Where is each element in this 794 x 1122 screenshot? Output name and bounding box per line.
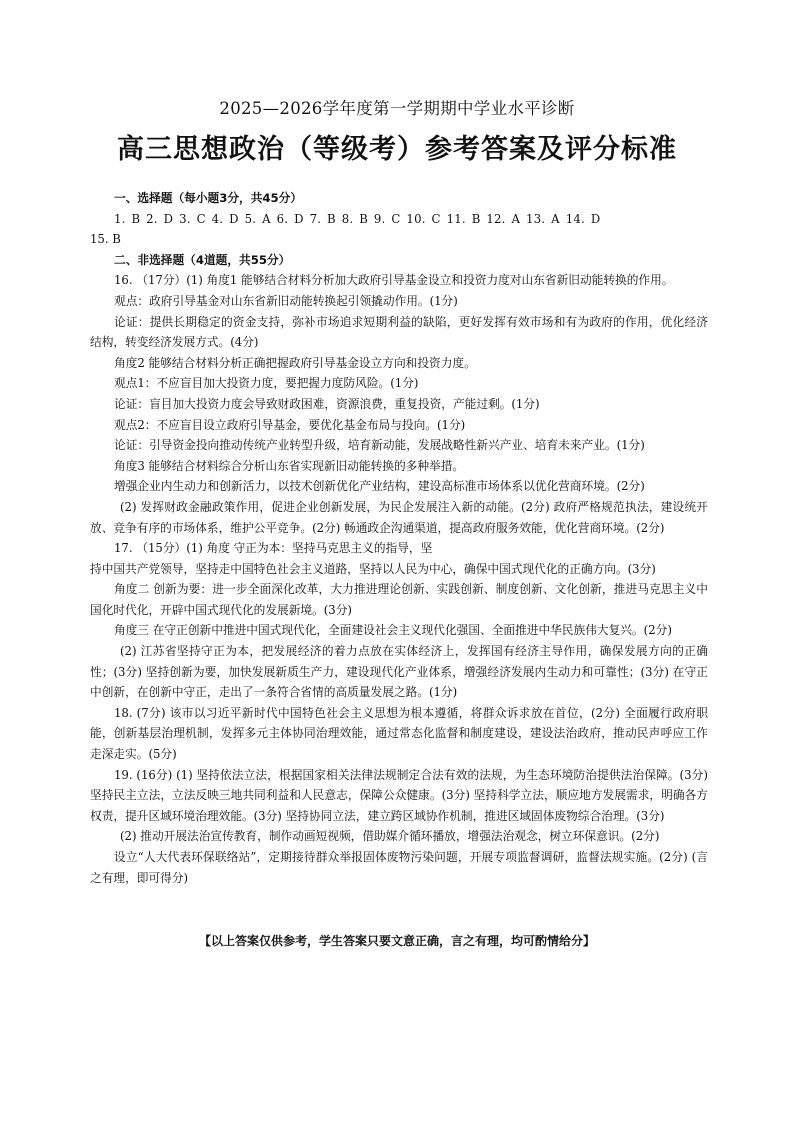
answer-paragraph: 角度二 创新为要：进一步全面深化改革，大力推进理论创新、实践创新、制度创新、文化创新，推进马克思主义中国化时代化，开辟中国式现代化的发展新境。(3分) — [90, 582, 708, 617]
answer-paragraph: 18. (7分) 该市以习近平新时代中国特色社会主义思想为根本遵循，将群众诉求放在首位，(2分) 全面履行政府职能，创新基层治理机制，发挥多元主体协同治理效能，通过常态化监督和制度建设，建设法治政府，推动民声呼应工作走深走实。(5分) — [90, 705, 708, 762]
answer-paragraph: 增强企业内生动力和创新活力，以技术创新优化产业结构，建设高标准市场体系以优化营商环境。(2分) — [114, 479, 645, 494]
answer-paragraph: 角度2 能够结合材料分析正确把握政府引导基金设立方向和投资力度。 — [114, 355, 476, 370]
answer-paragraph: (2) 江苏省坚持守正为本，把发展经济的着力点放在实体经济上，发挥国有经济主导作用，确保发展方向的正确性；(3分) 坚持创新为要，加快发展新质生产力，建设现代化产业体系，增强经济发展内生动力和可靠性；(3分) 在守正中创新，在创新中守正，走出了一条符合省情的高质量发展之路。(1分) — [90, 644, 708, 700]
answer-paragraph: 16. （17分）(1) 角度1 能够结合材料分析加大政府引导基金设立和投资力度对山东省新旧动能转换的作用。 — [114, 273, 674, 288]
answer-paragraph: 角度3 能够结合材料综合分析山东省实现新旧动能转换的多种举措。 — [114, 458, 465, 473]
answer-paragraph: 观点1：不应盲目加大投资力度，要把握力度防风险。(1分) — [114, 376, 419, 391]
answer-paragraph: 设立“人大代表环保联络站”，定期接待群众举报固体废物污染问题，开展专项监督调研，监督法规实施。(2分) (言之有理，即可得分) — [90, 850, 708, 885]
section-heading-essay: 二、非选择题（4道题，共55分） — [114, 252, 291, 267]
answer-body — [90, 188, 708, 888]
answer-paragraph: (2) 推动开展法治宣传教育，制作动画短视频，借助媒介循环播放，增强法治观念，树立环保意识。(2分) — [120, 829, 660, 844]
answer-paragraph: 论证：提供长期稳定的资金支持，弥补市场追求短期利益的缺陷，更好发挥有效市场和有为政府的作用，优化经济结构，转变经济发展方式。(4分) — [90, 314, 708, 350]
answer-paragraph: (2) 发挥财政金融政策作用，促进企业创新发展，为民企发展注入新的动能。(2分) 政府严格规范执法，建设统开放、竞争有序的市场体系，维护公平竞争。(2分) 畅通政企沟通渠道，提高政府服务效能，优化营商环境。(2分) — [90, 499, 708, 535]
grading-note: 【以上答案仅供参考，学生答案只要文意正确，言之有理，均可酌情给分】 — [198, 934, 595, 948]
exam-subtitle: 2025—2026学年度第一学期期中学业水平诊断 — [219, 99, 575, 118]
choice-answers-line: 1. B 2. D 3. C 4. D 5. A 6. D 7. B 8. B 9. C 10. C 11. B 12. A 13. A 14. D — [114, 211, 601, 226]
section-heading-choice: 一、选择题（每小题3分，共45分） — [114, 191, 303, 205]
answer-paragraph: 论证：引导资金投向推动传统产业转型升级，培育新动能，发展战略性新兴产业、培育未来产业。(1分) — [114, 438, 645, 453]
answer-paragraph: 观点2：不应盲目设立政府引导基金，要优化基金布局与投向。(1分) — [114, 417, 466, 432]
answer-paragraph: 角度三 在守正创新中推进中国式现代化，全面建设社会主义现代化强国、全面推进中华民族伟大复兴。(2分) — [114, 623, 672, 638]
answer-paragraph: 持中国共产党领导，坚持走中国特色社会主义道路，坚持以人民为中心，确保中国式现代化的正确方向。(3分) — [90, 561, 656, 576]
answer-paragraph: 观点：政府引导基金对山东省新旧动能转换起引领撬动作用。(1分) — [114, 293, 458, 308]
answer-paragraph: 19. (16分) (1) 坚持依法立法，根据国家相关法律法规制定合法有效的法规，为生态环境防治提供法治保障。(3分) 坚持民主立法，立法反映三地共同利益和人民意志，保障公众健康。(3分) 坚持科学立法，顺应地方发展需求，明确各方权责，提升区域环境治理效能。(3分) 坚持协同立法，建立跨区域协作机制，推进区域固体废物综合治理。(3分) — [90, 767, 708, 823]
choice-answers-line: 15. B — [90, 232, 121, 247]
page-title: 高三思想政治（等级考）参考答案及评分标准 — [117, 134, 677, 165]
answer-paragraph: 论证：盲目加大投资力度会导致财政困难，资源浪费，重复投资，产能过剩。(1分) — [114, 396, 540, 411]
answer-paragraph: 17. （15分）(1) 角度 守正为本：坚持马克思主义的指导，坚 — [114, 541, 433, 556]
